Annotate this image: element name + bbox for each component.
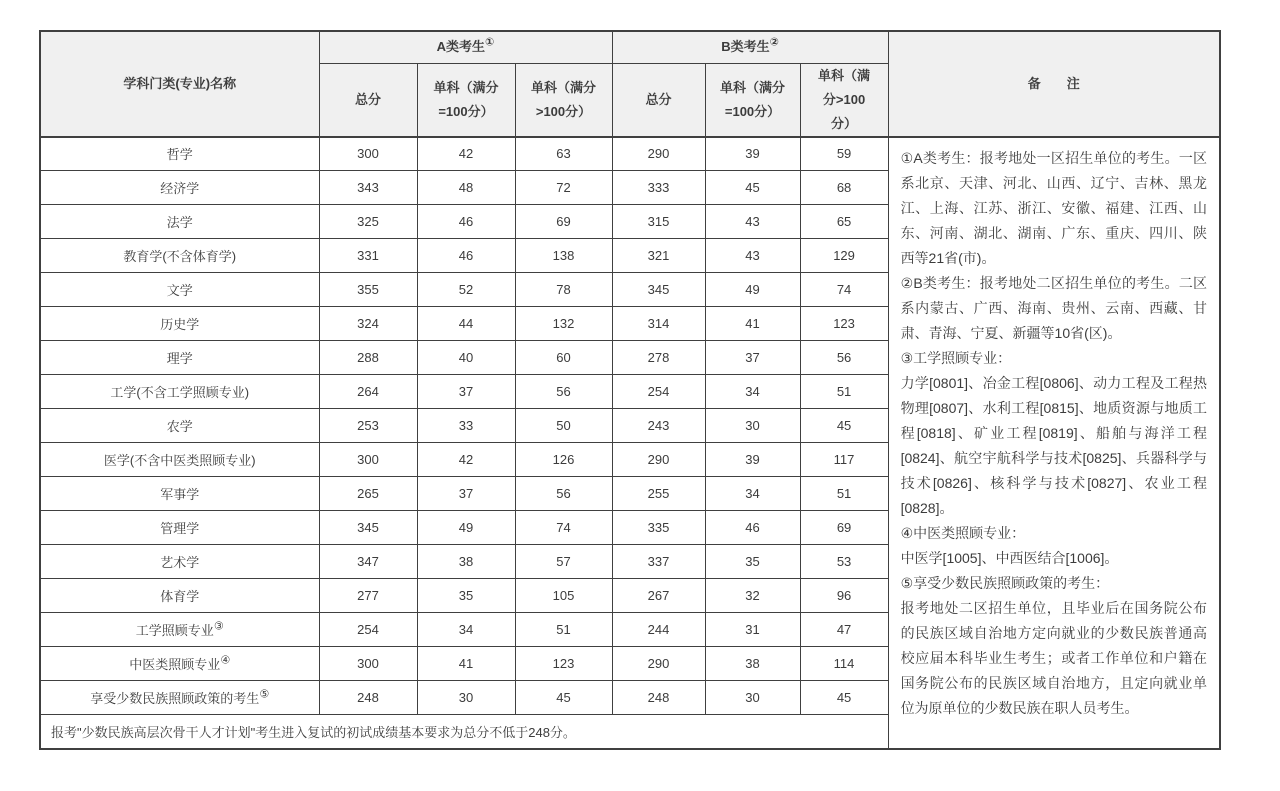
header-row-groups <box>40 31 1220 63</box>
score-cell: 324 <box>319 307 417 341</box>
category-label: 中医类照顾专业 <box>129 657 221 672</box>
remarks-cell <box>888 137 1220 749</box>
score-cell: 243 <box>612 409 705 443</box>
score-cell: 65 <box>800 205 888 239</box>
score-cell: 41 <box>417 647 515 681</box>
category-superscript: ④ <box>220 654 231 667</box>
score-cell: 52 <box>417 273 515 307</box>
score-cell: 38 <box>417 545 515 579</box>
column-header-category: 学科门类(专业)名称 <box>40 31 319 137</box>
remark-paragraph: ④中医类照顾专业： <box>900 524 1026 541</box>
score-cell: 63 <box>515 137 612 171</box>
score-cell: 300 <box>319 443 417 477</box>
table-header <box>40 31 1220 137</box>
score-cell: 343 <box>319 171 417 205</box>
category-label: 享受少数民族照顾政策的考生 <box>90 691 260 706</box>
category-label: 管理学 <box>160 521 200 536</box>
score-cell: 96 <box>800 579 888 613</box>
score-cell: 345 <box>612 273 705 307</box>
category-cell <box>40 239 319 273</box>
column-group-a <box>319 31 612 63</box>
score-cell: 34 <box>417 613 515 647</box>
score-cell: 315 <box>612 205 705 239</box>
category-label: 农学 <box>166 419 193 434</box>
score-cell: 43 <box>705 239 800 273</box>
score-cell: 50 <box>515 409 612 443</box>
score-cell: 123 <box>515 647 612 681</box>
score-cell: 255 <box>612 477 705 511</box>
score-cell: 30 <box>705 409 800 443</box>
category-label: 工学照顾专业 <box>135 623 214 638</box>
score-cell: 59 <box>800 137 888 171</box>
category-superscript: ③ <box>213 620 224 633</box>
category-label: 工学(不含工学照顾专业) <box>110 385 250 400</box>
score-cell: 288 <box>319 341 417 375</box>
score-cell: 40 <box>417 341 515 375</box>
score-cell: 68 <box>800 171 888 205</box>
score-cell: 30 <box>417 681 515 715</box>
score-cell: 278 <box>612 341 705 375</box>
score-cell: 42 <box>417 137 515 171</box>
score-cell: 45 <box>515 681 612 715</box>
score-cell: 51 <box>800 375 888 409</box>
score-cell: 132 <box>515 307 612 341</box>
category-cell <box>40 205 319 239</box>
score-cell: 38 <box>705 647 800 681</box>
score-cell: 39 <box>705 443 800 477</box>
score-cell: 37 <box>417 375 515 409</box>
score-cell: 32 <box>705 579 800 613</box>
category-cell <box>40 545 319 579</box>
score-cell: 47 <box>800 613 888 647</box>
remark-paragraph: 报考地处二区招生单位，且毕业后在国务院公布的民族区域自治地方定向就业的少数民族普通高校应届本科毕业生考生；或者工作单位和户籍在国务院公布的民族区域自治地方，且定向就业单位为原单位的少数民族在职人员考生。 <box>900 599 1208 716</box>
score-cell: 69 <box>515 205 612 239</box>
score-cell: 248 <box>319 681 417 715</box>
remark-paragraph: ③工学照顾专业： <box>900 349 1012 366</box>
score-cell: 53 <box>800 545 888 579</box>
remark-paragraph: ①A类考生：报考地处一区招生单位的考生。一区系北京、天津、河北、山西、辽宁、吉林、黑龙江、上海、江苏、浙江、安徽、福建、江西、山东、河南、湖北、湖南、广东、重庆、四川、陕西等21省(市)。 <box>900 149 1208 266</box>
score-cell: 57 <box>515 545 612 579</box>
table-body <box>40 137 1220 749</box>
category-cell <box>40 443 319 477</box>
score-cell: 51 <box>515 613 612 647</box>
category-cell <box>40 647 319 681</box>
score-cell: 45 <box>800 681 888 715</box>
score-cell: 290 <box>612 137 705 171</box>
score-cell: 56 <box>800 341 888 375</box>
score-cell: 34 <box>705 477 800 511</box>
score-cell: 31 <box>705 613 800 647</box>
remark-paragraph: 中医学[1005]、中西医结合[1006]。 <box>900 549 1119 566</box>
category-cell <box>40 681 319 715</box>
score-table-container <box>39 30 1221 750</box>
score-cell: 345 <box>319 511 417 545</box>
score-cell: 300 <box>319 137 417 171</box>
footer-note: 报考"少数民族高层次骨干人才计划"考生进入复试的初试成绩基本要求为总分不低于248分。 <box>40 715 888 749</box>
score-cell: 264 <box>319 375 417 409</box>
score-cell: 35 <box>417 579 515 613</box>
category-cell <box>40 511 319 545</box>
score-cell: 254 <box>612 375 705 409</box>
category-cell <box>40 171 319 205</box>
score-cell: 277 <box>319 579 417 613</box>
category-cell <box>40 409 319 443</box>
column-header-remarks: 备 注 <box>888 31 1220 137</box>
category-label: 经济学 <box>160 181 200 196</box>
score-cell: 314 <box>612 307 705 341</box>
score-cell: 45 <box>800 409 888 443</box>
score-cell: 45 <box>705 171 800 205</box>
score-cell: 321 <box>612 239 705 273</box>
score-cell: 267 <box>612 579 705 613</box>
remark-paragraph: 力学[0801]、冶金工程[0806]、动力工程及工程热物理[0807]、水利工程[0815]、地质资源与地质工程[0818]、矿业工程[0819]、船舶与海洋工程[0824]、航空宇航科学与技术[0825]、兵器科学与技术[0826]、核科学与技术[0827]、农业工程[0828]。 <box>900 374 1208 516</box>
score-cell: 265 <box>319 477 417 511</box>
score-cell: 46 <box>705 511 800 545</box>
remark-paragraph: ②B类考生：报考地处二区招生单位的考生。二区系内蒙古、广西、海南、贵州、云南、西藏、甘肃、青海、宁夏、新疆等10省(区)。 <box>900 274 1208 341</box>
score-cell: 254 <box>319 613 417 647</box>
category-label: 医学(不含中医类照顾专业) <box>103 453 256 468</box>
category-cell <box>40 477 319 511</box>
score-cell: 48 <box>417 171 515 205</box>
score-cell: 126 <box>515 443 612 477</box>
category-cell <box>40 613 319 647</box>
score-cell: 105 <box>515 579 612 613</box>
remark-paragraph: ⑤享受少数民族照顾政策的考生： <box>900 574 1110 591</box>
score-cell: 129 <box>800 239 888 273</box>
score-cell: 49 <box>705 273 800 307</box>
score-cell: 74 <box>800 273 888 307</box>
score-cell: 335 <box>612 511 705 545</box>
score-cell: 78 <box>515 273 612 307</box>
score-cell: 300 <box>319 647 417 681</box>
score-cell: 39 <box>705 137 800 171</box>
category-label: 军事学 <box>160 487 200 502</box>
score-cell: 253 <box>319 409 417 443</box>
score-cell: 69 <box>800 511 888 545</box>
score-cell: 43 <box>705 205 800 239</box>
score-cell: 56 <box>515 477 612 511</box>
subheader-a-single-eq100: 单科（满分=100分） <box>417 63 515 137</box>
category-cell <box>40 375 319 409</box>
category-label: 历史学 <box>160 317 200 332</box>
score-cell: 46 <box>417 239 515 273</box>
score-cell: 42 <box>417 443 515 477</box>
table-row <box>40 137 1220 171</box>
category-cell <box>40 307 319 341</box>
score-cell: 355 <box>319 273 417 307</box>
category-label: 法学 <box>166 215 193 230</box>
score-cell: 138 <box>515 239 612 273</box>
group-a-superscript: ① <box>485 36 495 49</box>
category-label: 教育学(不含体育学) <box>123 249 237 264</box>
score-cell: 290 <box>612 443 705 477</box>
score-cell: 290 <box>612 647 705 681</box>
category-label: 体育学 <box>160 589 200 604</box>
subheader-a-total: 总分 <box>319 63 417 137</box>
score-cell: 337 <box>612 545 705 579</box>
category-cell <box>40 579 319 613</box>
score-cell: 44 <box>417 307 515 341</box>
category-cell <box>40 273 319 307</box>
score-cell: 35 <box>705 545 800 579</box>
score-cell: 49 <box>417 511 515 545</box>
subheader-b-total: 总分 <box>612 63 705 137</box>
score-cell: 46 <box>417 205 515 239</box>
score-cell: 34 <box>705 375 800 409</box>
category-label: 理学 <box>166 351 193 366</box>
score-cell: 37 <box>705 341 800 375</box>
subheader-b-single-gt100: 单科（满分>100分） <box>800 63 888 137</box>
score-cell: 74 <box>515 511 612 545</box>
subheader-a-single-gt100: 单科（满分>100分） <box>515 63 612 137</box>
score-cell: 37 <box>417 477 515 511</box>
category-cell <box>40 341 319 375</box>
score-cell: 60 <box>515 341 612 375</box>
category-cell <box>40 137 319 171</box>
score-cell: 56 <box>515 375 612 409</box>
score-cell: 41 <box>705 307 800 341</box>
score-cell: 51 <box>800 477 888 511</box>
national-score-line-table <box>39 30 1221 750</box>
group-a-label: A类考生 <box>436 39 486 55</box>
group-b-label: B类考生 <box>721 39 770 55</box>
category-label: 哲学 <box>166 147 193 163</box>
score-cell: 347 <box>319 545 417 579</box>
score-cell: 331 <box>319 239 417 273</box>
column-group-b <box>612 31 888 63</box>
score-cell: 114 <box>800 647 888 681</box>
category-superscript: ⑤ <box>259 688 270 701</box>
category-label: 艺术学 <box>160 555 200 570</box>
group-b-superscript: ② <box>769 36 779 49</box>
subheader-b-single-eq100: 单科（满分=100分） <box>705 63 800 137</box>
category-label: 文学 <box>166 283 193 298</box>
score-cell: 123 <box>800 307 888 341</box>
score-cell: 248 <box>612 681 705 715</box>
score-cell: 244 <box>612 613 705 647</box>
score-cell: 72 <box>515 171 612 205</box>
score-cell: 325 <box>319 205 417 239</box>
score-cell: 117 <box>800 443 888 477</box>
score-cell: 333 <box>612 171 705 205</box>
score-cell: 33 <box>417 409 515 443</box>
score-cell: 30 <box>705 681 800 715</box>
